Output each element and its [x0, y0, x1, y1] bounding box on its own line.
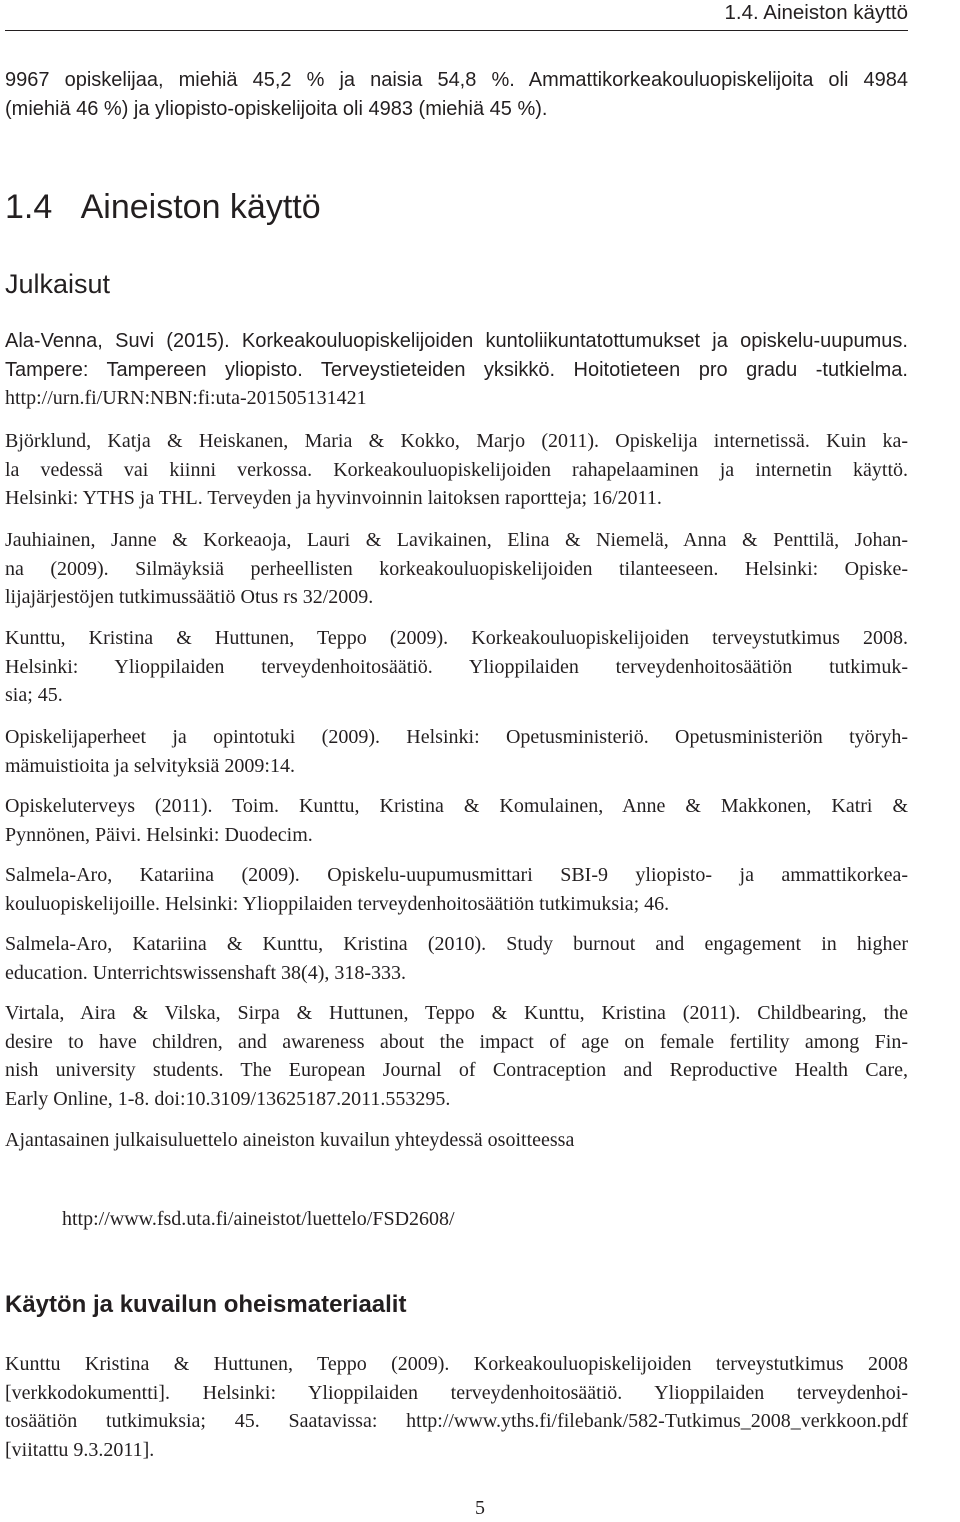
reference-line: sia; 45.: [5, 684, 63, 707]
reference-entry: [5, 327, 908, 413]
reference-entry: [5, 861, 908, 918]
reference-line: Björklund, Katja & Heiskanen, Maria & Kokko, Marjo (2011). Opiskelija internetissä. Kuin ka-: [5, 430, 908, 452]
reference-url[interactable]: http://urn.fi/URN:NBN:fi:uta-201505131421: [5, 387, 367, 410]
running-header: 1.4. Aineiston käyttö: [724, 1, 908, 24]
materials-line: [verkkodokumentti]. Helsinki: Ylioppilaiden terveydenhoitosäätiö. Ylioppilaiden terveydenhoi-: [5, 1381, 908, 1404]
reference-line: Helsinki: Ylioppilaiden terveydenhoitosäätiö. Ylioppilaiden terveydenhoitosäätiön tutkimuk-: [5, 655, 908, 678]
intro-line: (miehiä 46 %) ja yliopisto-opiskelijoita oli 4983 (miehiä 45 %).: [5, 97, 548, 120]
reference-line: Opiskeluterveys (2011). Toim. Kunttu, Kristina & Komulainen, Anne & Makkonen, Katri &: [5, 795, 908, 817]
section-title: Aineiston käyttö: [80, 188, 321, 226]
subsection-heading: Julkaisut: [5, 269, 111, 299]
reference-line: Pynnönen, Päivi. Helsinki: Duodecim.: [5, 823, 313, 846]
reference-entry: [5, 999, 908, 1113]
materials-paragraph: [5, 1350, 908, 1464]
intro-line: 9967 opiskelijaa, miehiä 45,2 % ja naisia 54,8 %. Ammattikorkeakouluopiskelijoita oli 4984: [5, 69, 908, 91]
materials-line: tosäätiön tutkimuksia; 45. Saatavissa: http://www.yths.fi/filebank/582-Tutkimus_2008_verkkoon.pdf: [5, 1410, 908, 1433]
reference-entry: [5, 526, 908, 612]
reference-line: na (2009). Silmäyksiä perheellisten korkeakouluopiskelijoiden tilanteeseen. Helsinki: Opiske-: [5, 557, 908, 580]
section-heading: [5, 187, 908, 227]
reference-entry: [5, 930, 908, 987]
reference-entry: [5, 723, 908, 780]
reference-entry: [5, 792, 908, 849]
reference-line: Helsinki: YTHS ja THL. Terveyden ja hyvinvoinnin laitoksen raportteja; 16/2011.: [5, 487, 662, 510]
reference-entry: [5, 427, 908, 513]
reference-line: lijajärjestöjen tutkimussäätiö Otus rs 32/2009.: [5, 586, 374, 609]
materials-heading: Käytön ja kuvailun oheismateriaalit: [5, 1291, 407, 1318]
materials-line: Kunttu Kristina & Huttunen, Teppo (2009). Korkeakouluopiskelijoiden terveystutkimus 2008: [5, 1353, 908, 1375]
catalogue-text: Ajantasainen julkaisuluettelo aineiston kuvailun yhteydessä osoitteessa: [5, 1129, 575, 1151]
reference-line: la vedessä vai kiinni verkossa. Korkeakouluopiskelijoiden rahapelaaminen ja internetin käyttö.: [5, 458, 908, 481]
reference-line: Early Online, 1-8. doi:10.3109/13625187.2011.553295.: [5, 1087, 451, 1110]
reference-line: desire to have children, and awareness about the impact of age on female fertility among Fin-: [5, 1030, 908, 1053]
reference-entry: [5, 624, 908, 710]
reference-line: Jauhiainen, Janne & Korkeaoja, Lauri & Lavikainen, Elina & Niemelä, Anna & Penttilä, Johan-: [5, 529, 908, 551]
reference-line: Kunttu, Kristina & Huttunen, Teppo (2009). Korkeakouluopiskelijoiden terveystutkimus 2008.: [5, 627, 908, 649]
materials-line: [viitattu 9.3.2011].: [5, 1438, 155, 1461]
reference-line: Salmela-Aro, Katariina (2009). Opiskelu-uupumusmittari SBI-9 yliopisto- ja ammattikorkea-: [5, 864, 908, 886]
reference-line: Virtala, Aira & Vilska, Sirpa & Huttunen, Teppo & Kunttu, Kristina (2011). Childbearing, the: [5, 1002, 908, 1024]
reference-line: Opiskelijaperheet ja opintotuki (2009). Helsinki: Opetusministeriö. Opetusministeriön työryh-: [5, 726, 908, 748]
catalogue-url[interactable]: http://www.fsd.uta.fi/aineistot/luettelo/FSD2608/: [62, 1208, 455, 1230]
reference-line: nish university students. The European Journal of Contraception and Reproductive Health Care,: [5, 1059, 908, 1082]
reference-line: education. Unterrichtswissenshaft 38(4), 318-333.: [5, 961, 407, 984]
reference-line: Tampere: Tampereen yliopisto. Terveystieteiden yksikkö. Hoitotieteen pro gradu -tutkielma.: [5, 358, 908, 381]
page-number: 5: [475, 1497, 485, 1519]
reference-line: Salmela-Aro, Katariina & Kunttu, Kristina (2010). Study burnout and engagement in higher: [5, 933, 908, 955]
reference-line: mämuistioita ja selvityksiä 2009:14.: [5, 754, 295, 777]
header-rule: [5, 30, 908, 31]
reference-line: kouluopiskelijoille. Helsinki: Ylioppilaiden terveydenhoitosäätiön tutkimuksia; 46.: [5, 892, 670, 915]
reference-line: Ala-Venna, Suvi (2015). Korkeakouluopiskelijoiden kuntoliikuntatottumukset ja opiskelu-uupumus.: [5, 330, 908, 352]
intro-paragraph: [5, 66, 908, 123]
catalogue-note: [5, 1126, 908, 1155]
section-number: 1.4: [5, 188, 53, 226]
